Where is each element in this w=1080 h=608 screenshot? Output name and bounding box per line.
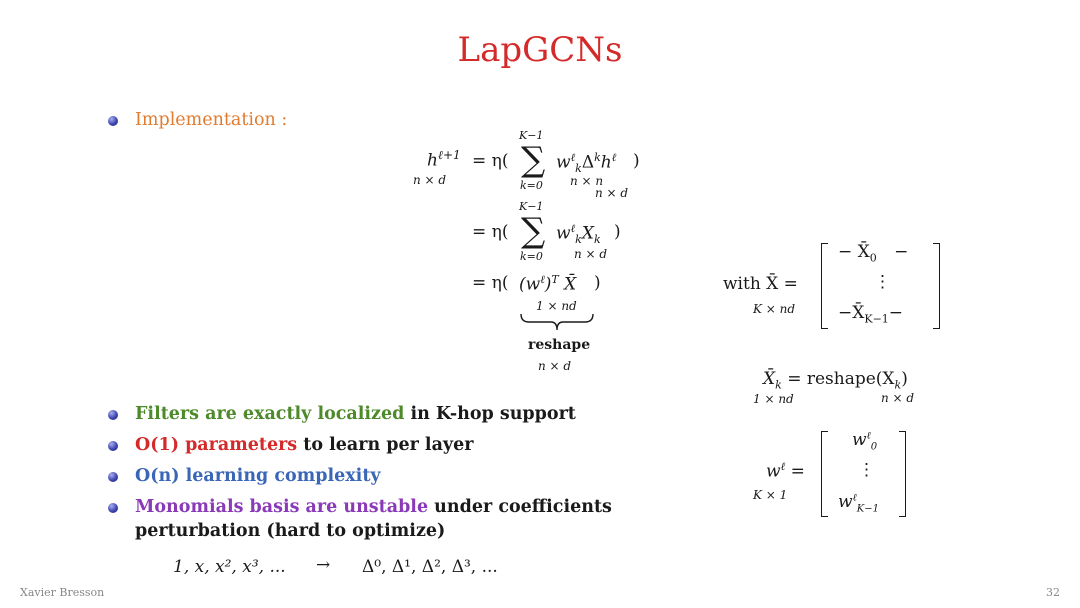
slide-title: LapGCNs	[457, 30, 623, 70]
bullet-icon	[108, 116, 118, 126]
lhs-h: $h^{\ell+1}$	[427, 148, 461, 171]
eq2-body: $w^\ell_kX_k$	[556, 222, 601, 247]
bullet-item-monomials: Monomials basis are unstable under coefficients	[135, 497, 612, 517]
bullet-icon	[108, 410, 118, 420]
sum2-upper: K−1	[519, 200, 544, 213]
arrow-icon: →	[316, 555, 331, 575]
xk-lhs-dims: 1 × nd	[753, 392, 794, 406]
eq3-dims: 1 × nd	[536, 299, 577, 313]
monomial-sequence: 1, x, x², x³, ...	[173, 557, 286, 577]
xbar-dims: K × nd	[753, 302, 796, 316]
laplacian-sequence: Δ⁰, Δ¹, Δ², Δ³, ...	[362, 557, 498, 577]
w-lhs: $w^\ell$ =	[766, 460, 805, 482]
eq2-close: )	[614, 222, 621, 242]
bullet-icon	[108, 503, 118, 513]
bullet-item-complexity: O(n) learning complexity	[135, 466, 381, 486]
sum2-icon: ∑	[521, 211, 546, 251]
eq2-dims: n × d	[574, 247, 608, 261]
w-left-bracket	[821, 431, 828, 517]
sum1-lower: k=0	[520, 179, 543, 192]
implementation-heading: Implementation :	[135, 110, 288, 130]
reshape-dims: n × d	[538, 359, 572, 373]
xbar-with-label: with X̄ =	[723, 274, 798, 294]
underbrace-icon	[519, 312, 595, 334]
w-right-bracket	[899, 431, 906, 517]
eq1-dims-a: n × n	[570, 174, 604, 188]
sum1-upper: K−1	[519, 129, 544, 142]
bullet-item-parameters: O(1) parameters to learn per layer	[135, 435, 474, 455]
reshape-label: reshape	[528, 337, 591, 353]
xbar-left-bracket	[821, 243, 828, 329]
w-dims: K × 1	[753, 488, 788, 502]
xbar-row3: $-X̄_{K-1}-$	[838, 303, 904, 326]
eq3-close: )	[594, 273, 601, 293]
eq3-body: $(w^\ell)^T$ X̄	[519, 273, 577, 295]
bullet-icon	[108, 472, 118, 482]
eq2-prefix: = η(	[472, 222, 509, 242]
w-row3: $w^\ell_{K-1}$	[838, 492, 879, 515]
eq3-prefix: = η(	[472, 273, 509, 293]
xk-equation: $X̄_k$ = $reshape(X_k)$	[763, 369, 908, 392]
page-number: 32	[1046, 586, 1060, 599]
footer-author: Xavier Bresson	[20, 586, 105, 599]
w-row2: ⋮	[858, 460, 875, 480]
eq1-prefix: = η(	[472, 151, 509, 171]
xbar-row1: − $X̄_0$ −	[838, 242, 909, 265]
xbar-row2: ⋮	[874, 272, 891, 292]
eq1-dims-b: n × d	[595, 186, 629, 200]
xbar-right-bracket	[933, 243, 940, 329]
sum2-lower: k=0	[520, 250, 543, 263]
lhs-dims: n × d	[413, 173, 447, 187]
xk-rhs-dims: n × d	[881, 391, 915, 405]
sum1-icon: ∑	[521, 140, 546, 180]
bullet-icon	[108, 441, 118, 451]
w-row1: $w^\ell_0$	[852, 430, 878, 453]
eq1-body: $w^\ell_k\Delta^kh^\ell$	[556, 151, 617, 176]
bullet-item-localized: Filters are exactly localized in K-hop support	[135, 404, 576, 424]
eq1-close: )	[633, 151, 640, 171]
bullet-item-monomials-line2: perturbation (hard to optimize)	[135, 521, 446, 541]
